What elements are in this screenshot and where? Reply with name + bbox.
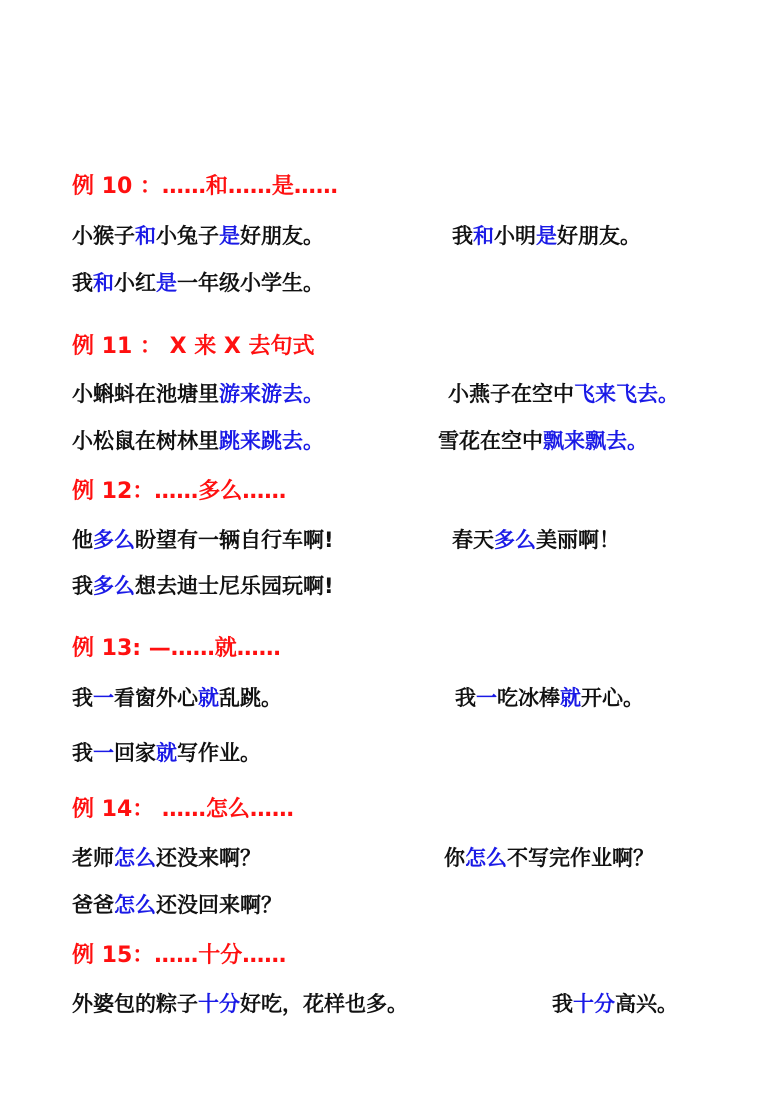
sentence-text: 我 xyxy=(452,224,473,248)
sentence-text: 小燕子在空中 xyxy=(448,382,574,406)
example-10-sentence-3 xyxy=(72,273,324,294)
example-12-sentence-1 xyxy=(72,530,334,551)
sentence-text: 小蝌蚪在池塘里 xyxy=(72,382,219,406)
example-11-sentence-1 xyxy=(72,384,324,405)
example-11-sentence-3 xyxy=(72,431,324,452)
highlighted-keyword: 一 xyxy=(93,741,114,765)
example-10-sentence-1 xyxy=(72,226,324,247)
sentence-text: 吃冰棒 xyxy=(497,686,560,710)
example-11-sentence-2 xyxy=(448,384,679,405)
highlighted-keyword: 多么 xyxy=(494,528,536,552)
sentence-text: 开心。 xyxy=(581,686,644,710)
highlighted-keyword: 就 xyxy=(156,741,177,765)
sentence-text: 小松鼠在树林里 xyxy=(72,429,219,453)
sentence-text: 美丽啊！ xyxy=(536,528,620,552)
highlighted-keyword: 飞来飞去。 xyxy=(574,382,679,406)
highlighted-keyword: 一 xyxy=(93,686,114,710)
sentence-text: 你 xyxy=(444,846,465,870)
example-13-sentence-1 xyxy=(72,688,282,709)
sentence-text: 我 xyxy=(552,992,573,1016)
example-10-heading: 例 10 ：……和……是…… xyxy=(72,174,338,199)
example-15-sentence-1 xyxy=(72,994,408,1015)
sentence-text: 回家 xyxy=(114,741,156,765)
highlighted-keyword: 多么 xyxy=(93,528,135,552)
sentence-text: 盼望有一辆自行车啊! xyxy=(135,528,334,552)
highlighted-keyword: 怎么 xyxy=(465,846,507,870)
sentence-text: 他 xyxy=(72,528,93,552)
highlighted-keyword: 就 xyxy=(560,686,581,710)
sentence-text: 老师 xyxy=(72,846,114,870)
sentence-text: 春天 xyxy=(452,528,494,552)
sentence-text: 雪花在空中 xyxy=(438,429,543,453)
example-12-sentence-3 xyxy=(72,576,334,597)
example-11-sentence-4 xyxy=(438,431,648,452)
sentence-text: 高兴。 xyxy=(615,992,678,1016)
sentence-text: 想去迪士尼乐园玩啊! xyxy=(135,574,334,598)
example-12-heading: 例 12：……多么…… xyxy=(72,479,287,504)
sentence-text: 好朋友。 xyxy=(557,224,641,248)
sentence-text: 还没来啊？ xyxy=(156,846,261,870)
highlighted-keyword: 就 xyxy=(198,686,219,710)
sentence-text: 一年级小学生。 xyxy=(177,271,324,295)
example-11-heading: 例 11 ： X 来 X 去句式 xyxy=(72,334,315,359)
sentence-text: 小红 xyxy=(114,271,156,295)
example-13-sentence-2 xyxy=(455,688,644,709)
sentence-text: 好吃，花样也多。 xyxy=(240,992,408,1016)
example-13-sentence-3 xyxy=(72,743,261,764)
example-14-sentence-3 xyxy=(72,895,282,916)
highlighted-keyword: 怎么 xyxy=(114,893,156,917)
sentence-text: 乱跳。 xyxy=(219,686,282,710)
highlighted-keyword: 是 xyxy=(156,271,177,295)
sentence-text: 写作业。 xyxy=(177,741,261,765)
sentence-text: 小兔子 xyxy=(156,224,219,248)
highlighted-keyword: 和 xyxy=(135,224,156,248)
sentence-text: 我 xyxy=(72,574,93,598)
sentence-text: 看窗外心 xyxy=(114,686,198,710)
example-14-heading: 例 14： ……怎么…… xyxy=(72,797,294,822)
sentence-text: 我 xyxy=(72,686,93,710)
highlighted-keyword: 和 xyxy=(473,224,494,248)
sentence-text: 我 xyxy=(72,741,93,765)
sentence-text: 外婆包的粽子 xyxy=(72,992,198,1016)
sentence-text: 不写完作业啊？ xyxy=(507,846,654,870)
sentence-text: 我 xyxy=(72,271,93,295)
example-14-sentence-1 xyxy=(72,848,261,869)
highlighted-keyword: 多么 xyxy=(93,574,135,598)
example-15-sentence-2 xyxy=(552,994,678,1015)
highlighted-keyword: 十分 xyxy=(573,992,615,1016)
highlighted-keyword: 怎么 xyxy=(114,846,156,870)
example-14-sentence-2 xyxy=(444,848,654,869)
example-15-heading: 例 15：……十分…… xyxy=(72,943,287,968)
highlighted-keyword: 十分 xyxy=(198,992,240,1016)
sentence-text: 我 xyxy=(455,686,476,710)
example-13-heading: 例 13: —……就…… xyxy=(72,636,281,661)
sentence-text: 小猴子 xyxy=(72,224,135,248)
sentence-text: 爸爸 xyxy=(72,893,114,917)
sentence-text: 还没回来啊？ xyxy=(156,893,282,917)
highlighted-keyword: 飘来飘去。 xyxy=(543,429,648,453)
highlighted-keyword: 一 xyxy=(476,686,497,710)
highlighted-keyword: 是 xyxy=(536,224,557,248)
highlighted-keyword: 和 xyxy=(93,271,114,295)
highlighted-keyword: 是 xyxy=(219,224,240,248)
highlighted-keyword: 跳来跳去。 xyxy=(219,429,324,453)
example-12-sentence-2 xyxy=(452,530,620,551)
sentence-text: 好朋友。 xyxy=(240,224,324,248)
example-10-sentence-2 xyxy=(452,226,641,247)
highlighted-keyword: 游来游去。 xyxy=(219,382,324,406)
sentence-text: 小明 xyxy=(494,224,536,248)
